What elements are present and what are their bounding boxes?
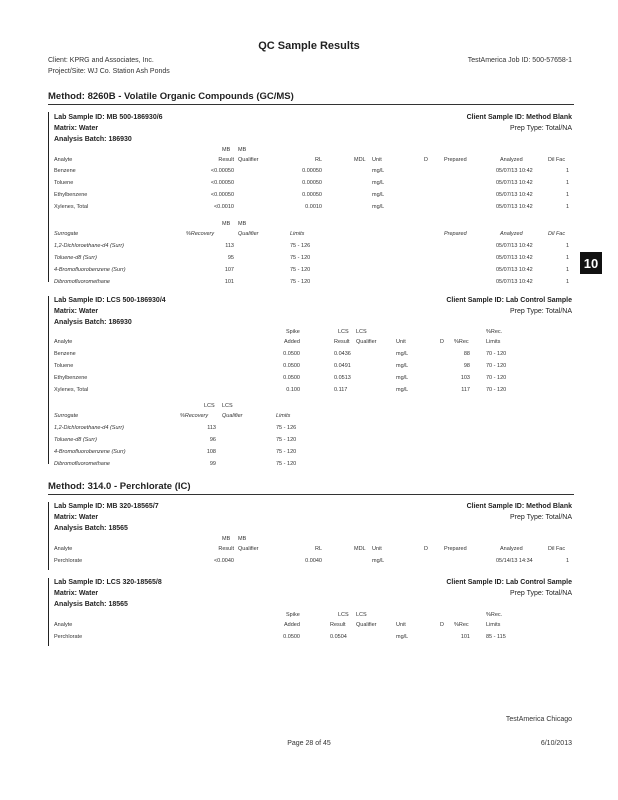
- col-prepared: Prepared: [444, 231, 467, 237]
- table-row-spike: 0.100: [286, 387, 300, 393]
- table-row-spike: 0.0500: [283, 375, 300, 381]
- table-row-analyte: Ethylbenzene: [54, 375, 88, 381]
- list-item-surrogate: 1,2-Dichloroethane-d4 (Surr): [54, 425, 125, 431]
- table-row-dil: 1: [566, 180, 570, 186]
- table-row-result: <0.00050: [210, 168, 234, 174]
- table-row-rl: 0.00050: [302, 192, 322, 198]
- col-qualifier: Qualifier: [238, 157, 259, 163]
- col-surrogate: Surrogate: [54, 231, 79, 237]
- table-row-unit: mg/L: [396, 634, 409, 640]
- list-item-limits: 75 - 120: [276, 461, 297, 467]
- col-d: D: [424, 546, 428, 552]
- table-row-unit: mg/L: [372, 204, 385, 210]
- table-row-analyte: Xylenes, Total: [54, 204, 89, 210]
- col-analyzed: Analyzed: [500, 546, 523, 552]
- col-d: D: [424, 157, 428, 163]
- col-rec: %Rec: [454, 622, 469, 628]
- prep-type: Prep Type: Total/NA: [510, 125, 572, 132]
- col-result: Result: [334, 339, 350, 345]
- method-heading: Method: 8260B - Volatile Organic Compounds (GC/MS): [48, 91, 294, 102]
- matrix: Matrix: Water: [54, 514, 99, 521]
- list-item-analyzed: 05/07/13 10:42: [496, 255, 533, 261]
- client-sample-id: Client Sample ID: Lab Control Sample: [446, 297, 572, 304]
- table-row-unit: mg/L: [372, 168, 385, 174]
- table-row-analyte: Toluene: [54, 363, 74, 369]
- table-row-rl: 0.0010: [305, 204, 322, 210]
- col-rec: %Rec: [454, 339, 469, 345]
- table-row-analyte: Ethylbenzene: [54, 192, 88, 198]
- lab-sample-id: Lab Sample ID: MB 320-18565/7: [54, 503, 159, 510]
- col-rl: RL: [314, 157, 322, 163]
- table-row-result: <0.0040: [213, 558, 234, 564]
- list-item-limits: 75 - 120: [276, 437, 297, 443]
- col-mdl: MDL: [354, 157, 366, 163]
- job-id: TestAmerica Job ID: 500-57658-1: [467, 57, 572, 64]
- table-row-dil: 1: [566, 558, 570, 564]
- client-sample-id: Client Sample ID: Lab Control Sample: [446, 579, 572, 586]
- table-row-spike: 0.0500: [283, 351, 300, 357]
- col-analyzed: Analyzed: [500, 231, 523, 237]
- col-added: Added: [284, 339, 300, 345]
- col-dil-fac: Dil Fac: [548, 546, 566, 552]
- list-item-recovery: 101: [224, 279, 234, 285]
- list-item-recovery: 113: [225, 243, 234, 249]
- table-row-analyte: Toluene: [54, 180, 74, 186]
- left-bar: [48, 502, 49, 570]
- table-row-analyzed: 05/07/13 10:42: [496, 192, 533, 198]
- table-row-analyte: Perchlorate: [54, 558, 83, 564]
- list-item-analyzed: 05/07/13 10:42: [496, 267, 533, 273]
- table-row-analyte: Benzene: [54, 168, 76, 174]
- analysis-batch: Analysis Batch: 18565: [54, 525, 128, 532]
- list-item-limits: 75 - 120: [276, 449, 297, 455]
- col-limits: Limits: [486, 622, 501, 628]
- table-row-limits: 70 - 120: [486, 363, 507, 369]
- table-row-analyzed: 05/14/13 14:34: [496, 558, 533, 564]
- col-limits: Limits: [276, 413, 291, 419]
- list-item-limits: 75 - 126: [276, 425, 297, 431]
- col-qualifier: Qualifier: [222, 413, 243, 419]
- table-row-rec: 98: [463, 363, 470, 369]
- col-result: Result: [330, 622, 346, 628]
- table-row-result: 0.0504: [330, 634, 347, 640]
- col-result: Result: [218, 157, 234, 163]
- col-top: LCS: [356, 329, 367, 335]
- table-row-spike: 0.0500: [283, 363, 300, 369]
- method-rule: [48, 104, 574, 105]
- col-qualifier: Qualifier: [356, 339, 377, 345]
- analysis-batch: Analysis Batch: 186930: [54, 319, 132, 326]
- col-dil-fac: Dil Fac: [548, 157, 566, 163]
- col-prepared: Prepared: [444, 157, 467, 163]
- list-item-recovery: 96: [209, 437, 216, 443]
- table-row-limits: 70 - 120: [486, 387, 507, 393]
- prep-type: Prep Type: Total/NA: [510, 308, 572, 315]
- table-row-analyzed: 05/07/13 10:42: [496, 204, 533, 210]
- table-row-unit: mg/L: [372, 558, 385, 564]
- col-qualifier: Qualifier: [238, 231, 259, 237]
- table-row-unit: mg/L: [372, 192, 385, 198]
- table-row-result: 0.0436: [334, 351, 351, 357]
- matrix: Matrix: Water: [54, 590, 99, 597]
- list-item-limits: 75 - 120: [290, 255, 311, 261]
- page-title: QC Sample Results: [258, 40, 360, 52]
- table-row-limits: 70 - 120: [486, 351, 507, 357]
- page-number: Page 28 of 45: [287, 740, 331, 747]
- lab-sample-id: Lab Sample ID: LCS 320-18565/8: [54, 579, 162, 586]
- table-row-unit: mg/L: [396, 351, 409, 357]
- table-row-dil: 1: [566, 204, 570, 210]
- left-bar: [48, 578, 49, 646]
- list-item-recovery: 108: [206, 449, 216, 455]
- list-item-analyzed: 05/07/13 10:42: [496, 243, 533, 249]
- table-row-result: 0.0491: [334, 363, 351, 369]
- col-limits: Limits: [290, 231, 305, 237]
- table-row-dil: 1: [566, 168, 570, 174]
- col-d: D: [440, 339, 444, 345]
- col-top: LCS: [204, 403, 215, 409]
- col-top: LCS: [356, 612, 367, 618]
- list-item-recovery: 113: [207, 425, 216, 431]
- col-top: MB: [222, 221, 231, 227]
- list-item-dil: 1: [566, 255, 570, 261]
- lab-sample-id: Lab Sample ID: LCS 500-186930/4: [54, 297, 166, 304]
- table-row-rl: 0.00050: [302, 168, 322, 174]
- analysis-batch: Analysis Batch: 186930: [54, 136, 132, 143]
- table-row-result: 0.0513: [334, 375, 351, 381]
- table-row-rl: 0.0040: [305, 558, 322, 564]
- col-spike: Spike: [286, 329, 300, 335]
- table-row-result: 0.117: [334, 387, 348, 393]
- col-d: D: [440, 622, 444, 628]
- table-row-spike: 0.0500: [283, 634, 300, 640]
- col-limits: Limits: [486, 339, 501, 345]
- table-row-unit: mg/L: [372, 180, 385, 186]
- list-item-dil: 1: [566, 279, 570, 285]
- col-unit: Unit: [372, 157, 382, 163]
- col-top: LCS: [338, 612, 349, 618]
- table-row-analyte: Perchlorate: [54, 634, 83, 640]
- col-recovery: %Recovery: [186, 231, 215, 237]
- col-top: LCS: [338, 329, 349, 335]
- client-line: Client: KPRG and Associates, Inc.: [48, 57, 154, 64]
- list-item-limits: 75 - 120: [290, 279, 311, 285]
- col-surrogate: Surrogate: [54, 413, 79, 419]
- table-row-result: <0.00050: [210, 192, 234, 198]
- table-row-result: <0.0010: [213, 204, 234, 210]
- col-added: Added: [284, 622, 300, 628]
- table-row-unit: mg/L: [396, 363, 409, 369]
- footer-lab: TestAmerica Chicago: [505, 716, 572, 723]
- col-top: LCS: [222, 403, 233, 409]
- col-prepared: Prepared: [444, 546, 467, 552]
- col-qualifier: Qualifier: [356, 622, 377, 628]
- matrix: Matrix: Water: [54, 125, 99, 132]
- prep-type: Prep Type: Total/NA: [510, 514, 572, 521]
- project-line: Project/Site: WJ Co. Station Ash Ponds: [48, 68, 170, 75]
- lab-sample-id: Lab Sample ID: MB 500-186930/6: [54, 114, 163, 121]
- list-item-dil: 1: [566, 267, 570, 273]
- left-bar: [48, 112, 49, 282]
- list-item-limits: 75 - 126: [290, 243, 311, 249]
- table-row-limits: 70 - 120: [486, 375, 507, 381]
- list-item-analyzed: 05/07/13 10:42: [496, 279, 533, 285]
- col-analyte: Analyte: [54, 157, 73, 163]
- method-heading: Method: 314.0 - Perchlorate (IC): [48, 481, 191, 492]
- list-item-surrogate: Toluene-d8 (Surr): [54, 437, 97, 443]
- section-tab: 10: [580, 252, 602, 274]
- col-rl: RL: [314, 546, 322, 552]
- col-unit: Unit: [396, 622, 406, 628]
- table-row-rl: 0.00050: [302, 180, 322, 186]
- table-row-result: <0.00050: [210, 180, 234, 186]
- col-rec-top: %Rec.: [486, 612, 503, 618]
- col-analyte: Analyte: [54, 339, 73, 345]
- list-item-recovery: 95: [227, 255, 234, 261]
- table-row-limits: 85 - 115: [486, 634, 506, 640]
- analysis-batch: Analysis Batch: 18565: [54, 601, 128, 608]
- table-row-unit: mg/L: [396, 375, 409, 381]
- client-sample-id: Client Sample ID: Method Blank: [466, 114, 572, 121]
- footer-date: 6/10/2013: [540, 740, 572, 747]
- col-recovery: %Recovery: [180, 413, 209, 419]
- col-analyzed: Analyzed: [500, 157, 523, 163]
- col-analyte: Analyte: [54, 546, 73, 552]
- col-qualifier: Qualifier: [238, 546, 259, 552]
- table-row-analyte: Xylenes, Total: [54, 387, 89, 393]
- table-row-rec: 117: [461, 387, 470, 393]
- method-rule: [48, 494, 574, 495]
- col-spike: Spike: [286, 612, 300, 618]
- col-unit: Unit: [396, 339, 406, 345]
- table-row-rec: 88: [463, 351, 470, 357]
- list-item-surrogate: Toluene-d8 (Surr): [54, 255, 97, 261]
- left-bar: [48, 296, 49, 464]
- matrix: Matrix: Water: [54, 308, 99, 315]
- col-dil-fac: Dil Fac: [548, 231, 566, 237]
- col-unit: Unit: [372, 546, 382, 552]
- prep-type: Prep Type: Total/NA: [510, 590, 572, 597]
- col-analyte: Analyte: [54, 622, 73, 628]
- table-row-rec: 101: [460, 634, 470, 640]
- list-item-limits: 75 - 120: [290, 267, 311, 273]
- col-top: MB: [238, 536, 247, 542]
- list-item-surrogate: 1,2-Dichloroethane-d4 (Surr): [54, 243, 125, 249]
- table-row-rec: 103: [460, 375, 470, 381]
- list-item-surrogate: 4-Bromofluorobenzene (Surr): [54, 267, 126, 273]
- list-item-surrogate: Dibromofluoromethane: [54, 461, 110, 467]
- list-item-recovery: 99: [209, 461, 216, 467]
- col-mdl: MDL: [354, 546, 366, 552]
- list-item-dil: 1: [566, 243, 570, 249]
- list-item-surrogate: Dibromofluoromethane: [54, 279, 110, 285]
- table-row-analyzed: 05/07/13 10:42: [496, 168, 533, 174]
- col-top: MB: [238, 147, 247, 153]
- col-top: MB: [222, 536, 231, 542]
- list-item-recovery: 107: [224, 267, 234, 273]
- col-rec-top: %Rec.: [486, 329, 503, 335]
- list-item-surrogate: 4-Bromofluorobenzene (Surr): [54, 449, 126, 455]
- client-sample-id: Client Sample ID: Method Blank: [466, 503, 572, 510]
- table-row-unit: mg/L: [396, 387, 409, 393]
- col-top: MB: [238, 221, 247, 227]
- table-row-analyzed: 05/07/13 10:42: [496, 180, 533, 186]
- table-row-dil: 1: [566, 192, 570, 198]
- col-result: Result: [218, 546, 234, 552]
- table-row-analyte: Benzene: [54, 351, 76, 357]
- col-top: MB: [222, 147, 231, 153]
